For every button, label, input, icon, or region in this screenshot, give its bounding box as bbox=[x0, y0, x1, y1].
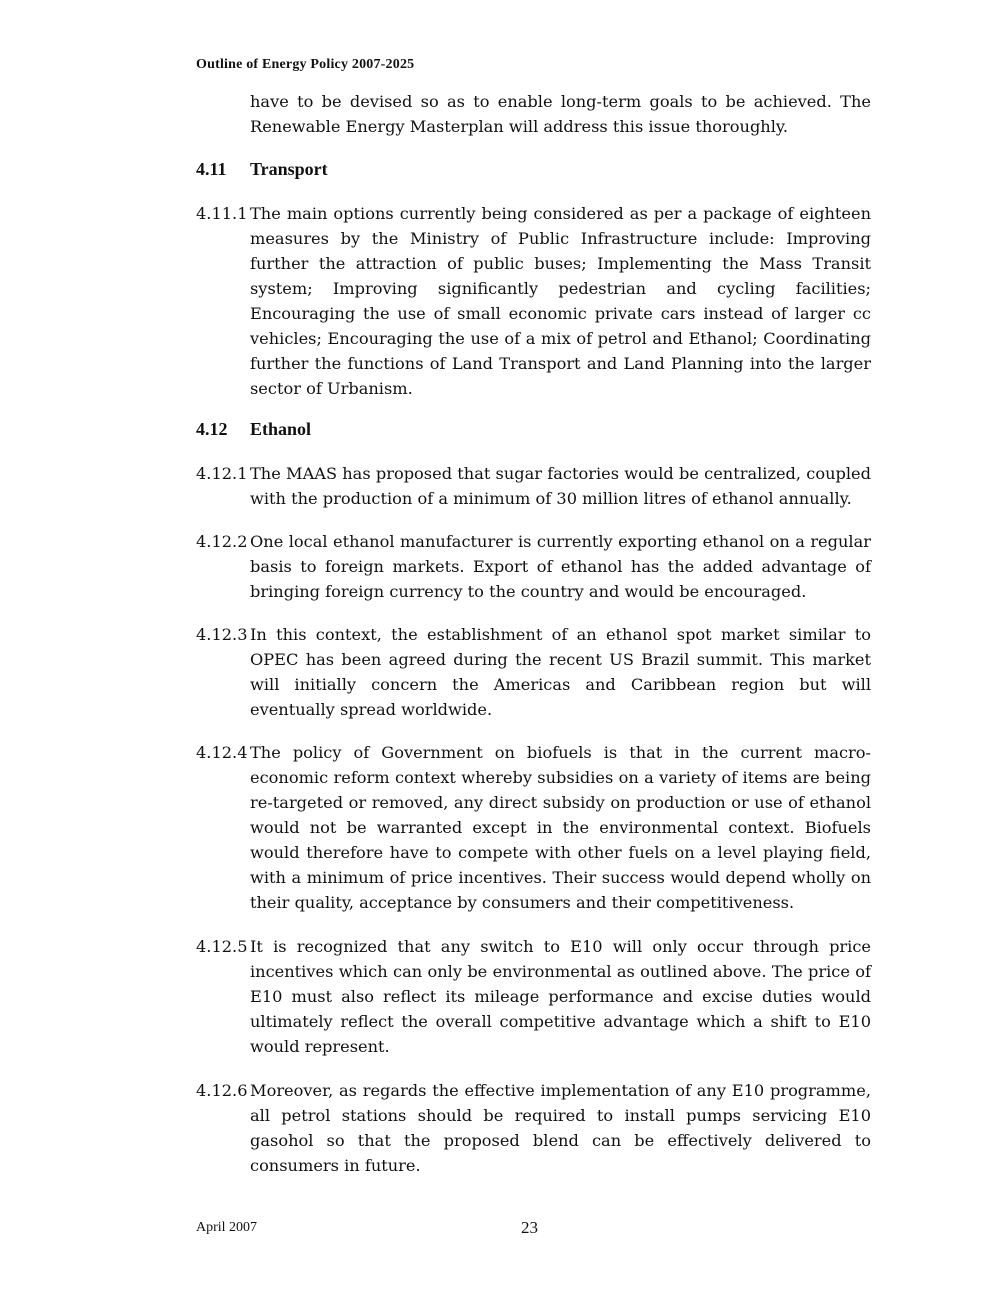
paragraph-number: 4.12.3 bbox=[196, 625, 248, 644]
paragraph-text: In this context, the establishment of an ethanol spot market similar to OPEC has been agreed during the recent US Brazil summit. This market will initially concern the Americas and Caribbean region but will eventually spread worldwide. bbox=[250, 625, 871, 719]
paragraph-text: Moreover, as regards the effective implementation of any E10 programme, all petrol stations should be required to install pumps servicing E10 gasohol so that the proposed blend can be effectively delivered to consumers in future. bbox=[250, 1081, 871, 1175]
paragraph-text: The policy of Government on biofuels is that in the current macro-economic reform context whereby subsidies on a variety of items are being re-targeted or removed, any direct subsidy on production or use of ethanol would not be warranted except in the environmental context. Biofuels would therefore have to compete with other fuels on a level playing field, with a minimum of price incentives. Their success would depend wholly on their quality, acceptance by consumers and their competitiveness. bbox=[250, 743, 871, 912]
paragraph-text: The main options currently being considered as per a package of eighteen measures by the Ministry of Public Infrastructure include: Improving further the attraction of public buses; Implementing the Mass Transit system; Improving significantly pedestrian and cycling facilities; Encouraging the use of small economic private cars instead of larger cc vehicles; Encouraging the use of a mix of petrol and Ethanol; Coordinating further the functions of Land Transport and Land Planning into the larger sector of Urbanism. bbox=[250, 204, 871, 398]
paragraph-number: 4.12.2 bbox=[196, 532, 248, 551]
running-header: Outline of Energy Policy 2007-2025 bbox=[196, 57, 415, 72]
paragraph-number: 4.12.5 bbox=[196, 937, 248, 956]
footer-date: April 2007 bbox=[196, 1220, 258, 1235]
section-number: 4.12 bbox=[196, 419, 228, 439]
paragraph-text: The MAAS has proposed that sugar factories would be centralized, coupled with the production of a minimum of 30 million litres of ethanol annually. bbox=[250, 464, 871, 508]
section-title: Ethanol bbox=[250, 419, 312, 439]
continuation-paragraph: have to be devised so as to enable long-term goals to be achieved. The Renewable Energy Masterplan will address this issue thoroughly. bbox=[250, 92, 871, 136]
paragraph-number: 4.11.1 bbox=[196, 204, 248, 223]
paragraph-text: One local ethanol manufacturer is currently exporting ethanol on a regular basis to foreign markets. Export of ethanol has the added advantage of bringing foreign currency to the country and would be encouraged. bbox=[250, 532, 871, 601]
paragraph-text: It is recognized that any switch to E10 will only occur through price incentives which can only be environmental as outlined above. The price of E10 must also reflect its mileage performance and excise duties would ultimately reflect the overall competitive advantage which a shift to E10 would represent. bbox=[250, 937, 871, 1056]
paragraph-number: 4.12.1 bbox=[196, 464, 248, 483]
section-number: 4.11 bbox=[196, 159, 227, 179]
paragraph-number: 4.12.4 bbox=[196, 743, 248, 762]
paragraph-number: 4.12.6 bbox=[196, 1081, 248, 1100]
section-title: Transport bbox=[250, 159, 328, 179]
page-number: 23 bbox=[521, 1218, 538, 1237]
